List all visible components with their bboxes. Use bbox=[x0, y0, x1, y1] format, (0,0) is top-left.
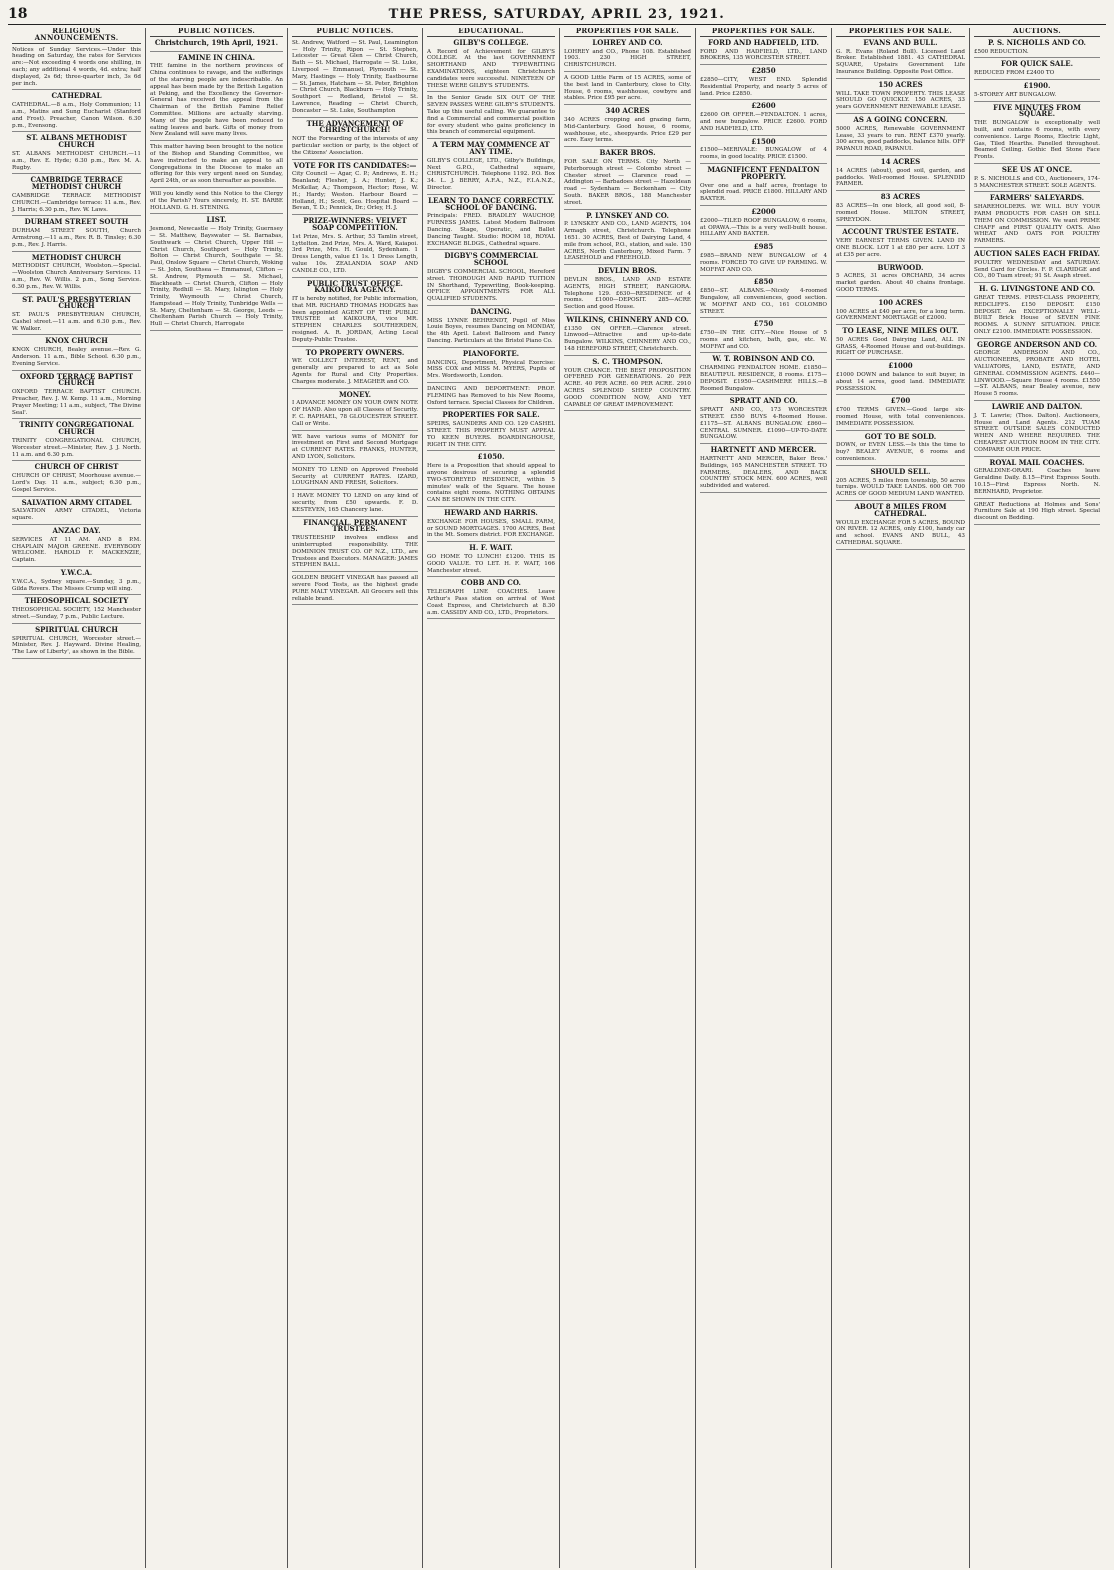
notice-block bbox=[12, 177, 141, 216]
notice-text: HARTNETT AND MERCER, Baker Bros.' Buildings, 165 MANCHESTER STREET. TO FARMERS, DEALERS, AND BACK COUNTRY STOCK MEN. 600 ACRES, well subdivided and watered. bbox=[700, 456, 827, 490]
notice-title: DURHAM STREET SOUTH bbox=[24, 217, 129, 227]
notice-title: LOHREY AND CO. bbox=[592, 37, 663, 47]
notice-block bbox=[292, 278, 418, 347]
notice-title: FARMERS' SALEYARDS. bbox=[989, 193, 1085, 203]
notice-title: KNOX CHURCH bbox=[45, 336, 108, 346]
notice-title: 340 ACRES bbox=[605, 106, 650, 116]
notice-text: CHARMING FENDALTON HOME. £1850—BEAUTIFUL RESIDENCE, 8 rooms. £175—DEPOSIT. £1950—CASHMERE HILLS.—8 Roomed Bungalow. bbox=[700, 365, 827, 392]
newspaper-title: THE PRESS, SATURDAY, APRIL 23, 1921. bbox=[388, 7, 725, 22]
notice-text: 340 ACRES cropping and grazing farm, Mid-Canterbury. Good house, 6 rooms, washhouse, etc., sheepyards. Price £29 per acre. Easy terms. bbox=[564, 116, 691, 144]
notice-block bbox=[974, 195, 1100, 248]
notice-text: SPRATT AND CO., 173 WORCESTER STREET. £550 BUYS 4-Roomed House. £1175—ST. ALBANS BUNGALOW. £860—CENTRAL SUMNER. £1090—UP-TO-DATE BUNGALOW. bbox=[700, 407, 827, 441]
notice-text: SPIRITUAL CHURCH, Worcester street.—Minister, Rev. J. Hayward. Divine Healing, 'The Law of Liberty', as shown in the Bible. bbox=[12, 635, 141, 656]
notice-block bbox=[12, 338, 141, 370]
notice-block bbox=[12, 294, 141, 336]
notice-block bbox=[974, 457, 1100, 499]
notice-title: CAMBRIDGE TERRACE METHODIST CHURCH bbox=[30, 175, 123, 192]
notice-block bbox=[427, 412, 555, 451]
notice-text: £2600 OR OFFER.—FENDALTON. 1 acres, and new bungalow. PRICE £2600. FORD AND HADFIELD, LTD. bbox=[700, 112, 827, 132]
notice-text: CATHEDRAL.—8 a.m., Holy Communion; 11 a.m., Matins and Sung Eucharist (Stanford and Frost). Preacher, Canon Wilson. 6.30 p.m., Evensong. bbox=[12, 102, 141, 129]
notice-block bbox=[974, 61, 1100, 80]
notice-title: SPRATT AND CO. bbox=[729, 396, 798, 406]
notice-block bbox=[427, 253, 555, 306]
notice-text: This matter having been brought to the notice of the Bishop and Standing Committee, we have instructed to make an appeal to all Congregations in the Diocese to make an offering for this very urgent need on Sunday, April 24th, or as soon thereafter as possible. bbox=[150, 144, 283, 185]
notice-block bbox=[974, 164, 1100, 192]
notice-text: GOLDEN BRIGHT VINEGAR has passed all severe Food Tests, as the highest grade PURE MALT VINEGAR. All Grocers sell this reliable brand. bbox=[292, 575, 418, 602]
notice-text: Y.W.C.A., Sydney square.—Sunday, 3 p.m., Gilda Rovers. The Misses Crump will sing. bbox=[12, 578, 141, 592]
notice-block bbox=[564, 75, 691, 105]
notice-block bbox=[427, 306, 555, 348]
notice-block bbox=[12, 598, 141, 623]
notice-text: MONEY TO LEND on Approved Freehold Security at CURRENT RATES. IZARD, LOUGHNAN AND FRESH, Solicitors. bbox=[292, 466, 418, 487]
column-heading: EDUCATIONAL. bbox=[427, 28, 555, 37]
notice-block bbox=[564, 37, 691, 72]
notice-title: SEE US AT ONCE. bbox=[1001, 164, 1073, 174]
notice-title: MONEY. bbox=[338, 389, 372, 399]
notice-text: 5-STOREY ART BUNGALOW. bbox=[974, 91, 1057, 98]
notice-text: THEOSOPHICAL SOCIETY, 152 Manchester street.—Sunday, 7 p.m., Public Lecture. bbox=[12, 607, 141, 620]
notice-text: FOR SALE ON TERMS. City North — Peterborough street — Colombo street — Chester street — Clarence road — Addington — Barbadoes street — Hazeldean road — Sydenham — Beckenham — City South. BAKER BROS., 188 Manchester street. bbox=[564, 158, 691, 206]
notice-block bbox=[12, 135, 141, 174]
notice-title: GEORGE ANDERSON AND CO. bbox=[976, 339, 1098, 349]
notice-block bbox=[564, 210, 691, 266]
page-number: 18 bbox=[8, 6, 28, 22]
notice-block bbox=[700, 68, 827, 100]
notice-block bbox=[12, 219, 141, 251]
notice-text: Here is a Proposition that should appeal to anyone desirous of securing a splendid TWO-STOREYED RESIDENCE, within 5 minutes' walk of the Square. The house contains eight rooms. NOTHING OBTAINS CAN BE SHOWN IN THE CITY. bbox=[427, 463, 555, 504]
notice-block bbox=[427, 142, 555, 195]
notice-block bbox=[700, 398, 827, 444]
notice-title: £2600 bbox=[751, 101, 776, 111]
notice-block bbox=[150, 191, 283, 214]
notice-title: 100 ACRES bbox=[878, 297, 923, 307]
notice-title: FOR QUICK SALE. bbox=[1000, 59, 1074, 69]
notice-title: BAKER BROS. bbox=[599, 148, 656, 158]
notice-title: 83 ACRES bbox=[880, 192, 921, 202]
notice-block bbox=[700, 244, 827, 276]
notice-block bbox=[12, 570, 141, 595]
notice-title: 150 ACRES bbox=[878, 79, 923, 89]
notice-block bbox=[150, 37, 283, 52]
notice-block bbox=[974, 102, 1100, 164]
notice-title: £1050. bbox=[477, 452, 505, 462]
notice-title: Y.W.C.A. bbox=[60, 568, 93, 577]
notice-title: TO PROPERTY OWNERS. bbox=[305, 347, 405, 357]
notice-block bbox=[564, 150, 691, 209]
notice-block bbox=[836, 297, 965, 325]
notice-block bbox=[836, 114, 966, 156]
notice-block bbox=[700, 321, 827, 353]
notice-text: A Record of Achievement for GILBY'S COLLEGE. At the last GOVERNMENT SHORTHAND AND TYPEWRITING EXAMINATIONS, eighteen Christchurch candidates were successful. NINETEEN OF THESE WERE GILBY'S STUDENTS. bbox=[427, 48, 555, 89]
column-5 bbox=[560, 28, 696, 1568]
notice-title: £1900. bbox=[1023, 80, 1051, 90]
notice-block bbox=[427, 95, 555, 139]
notice-title: W. T. ROBINSON AND CO. bbox=[712, 354, 815, 364]
column-heading: PROPERTIES FOR SALE. bbox=[836, 28, 965, 37]
notice-block bbox=[12, 464, 141, 496]
notice-text: City Council — Agar, C. P.; Andrews, E. H.; Beanland; Flesher, J. A.; Hunter, J. K.; McKellar, A.; Thompson, Hector; Rose, W. H.; Hardy; Weston. Harbour Board — Holland, H.; Scott, Geo. Hospital Board — Bevan, T. D.; Pennick, Dr.; Orley, H. J. bbox=[292, 171, 418, 212]
notice-block bbox=[150, 52, 283, 142]
notice-title: EVANS AND BULL. bbox=[863, 37, 938, 47]
notice-block bbox=[700, 447, 827, 493]
notice-block bbox=[292, 493, 418, 516]
notice-block bbox=[836, 79, 965, 114]
notice-title: SPIRITUAL CHURCH bbox=[35, 624, 118, 634]
notice-text: I ADVANCE MONEY ON YOUR OWN NOTE OF HAND. Also upon all Classes of Security. F. C. RAPHAEL, 78 GLOUCESTER STREET. Call or Write. bbox=[292, 400, 418, 427]
notice-title: PUBLIC TRUST OFFICE. KAIKOURA AGENCY. bbox=[307, 278, 403, 295]
notice-block bbox=[12, 252, 141, 294]
notice-block bbox=[700, 136, 827, 164]
notice-text: OXFORD TERRACE BAPTIST CHURCH. Preacher, Rev. J. W. Kemp. 11 a.m., Morning Prayer Meeting; 11 a.m., subject, 'The Divine Seal'. bbox=[12, 389, 141, 416]
notice-block bbox=[12, 528, 141, 567]
notice-title: ST. PAUL'S PRESBYTERIAN CHURCH bbox=[22, 294, 131, 311]
notice-title: ROYAL MAIL COACHES. bbox=[989, 457, 1085, 467]
notice-text: SHAREHOLDERS. WE WILL BUY YOUR FARM PRODUCTS FOR CASH OR SELL THEM ON COMMISSION. We want PRIME CHAFF and FIRST QUALITY OATS. Also WHEAT AND OATS FOR POULTRY FARMERS. bbox=[974, 204, 1100, 245]
notice-title: AS A GOING CONCERN. bbox=[853, 114, 948, 124]
notice-text: THE famine in the northern provinces of China continues to ravage, and the sufferings of the starving people are indescribable. An appeal has been made by the British Legation at Peking, and the Excellency the Governor-General has received the appeal from the Chairman of the British Famine Relief Committee. Millions are actually starving. Many of the people have been reduced to eating leaves and bark. Gifts of money from New Zealand will save many lives. bbox=[150, 63, 283, 138]
notice-title: WILKINS, CHINNERY AND CO. bbox=[566, 314, 689, 324]
notice-block bbox=[12, 497, 141, 525]
notice-text: TRUSTEESHIP involves endless and uninterrupted responsibility. THE DOMINION TRUST CO. OF N.Z., LTD., are Trustees and Executors. MANAGER: JAMES STEPHEN BALL. bbox=[292, 535, 418, 569]
notice-block bbox=[292, 160, 418, 216]
notice-block bbox=[292, 467, 418, 490]
notice-text: Notices of Sunday Services.—Under this heading on Saturday, the rates for Services are:—Not exceeding 4 words one shilling, in each; any additional 4 words, 4d. extra; half displayed, 2s 6d; three-quarter inch, 3s 6d per inch. bbox=[12, 46, 141, 87]
notice-block bbox=[564, 356, 691, 412]
notice-title: OXFORD TERRACE BAPTIST CHURCH bbox=[19, 371, 134, 388]
notice-text: £700 TERMS GIVEN.—Good large six-roomed House, with total conveniences. IMMEDIATE POSSESSION. bbox=[836, 407, 965, 427]
notice-text: 205 ACRES, 5 miles from township, 50 acres turnips. WOULD TAKE LANDS. 600 OR 700 ACRES OF GOOD MEDIUM LAND WANTED. bbox=[836, 477, 965, 498]
notice-block bbox=[427, 386, 555, 409]
notice-block bbox=[427, 580, 555, 619]
notice-block bbox=[836, 194, 965, 226]
notice-text: 5000 ACRES, Renewable GOVERNMENT Lease, 33 years to run. RENT £370 yearly. 300 acres, good paddocks, balance hills. OFF PAPANUI ROAD, PAPANUI. bbox=[836, 125, 966, 153]
column-heading: PROPERTIES FOR SALE. bbox=[564, 28, 691, 37]
notice-title: THEOSOPHICAL SOCIETY bbox=[24, 596, 129, 606]
notice-text: CAMBRIDGE TERRACE METHODIST CHURCH.—Cambridge terrace: 11 a.m., Rev. J. Harris; 6.30 p.m., Rev. W. Laws. bbox=[12, 192, 141, 213]
column-heading: PROPERTIES FOR SALE. bbox=[700, 28, 827, 37]
notice-title: £985 bbox=[753, 242, 774, 252]
notice-title: FORD AND HADFIELD, LTD. bbox=[708, 37, 819, 47]
notice-block bbox=[836, 229, 965, 261]
notice-title: £750 bbox=[753, 319, 774, 329]
notice-text: £985—BRAND NEW BUNGALOW of 4 rooms. FORCED TO GIVE UP FARMING. W. MOFFAT AND CO. bbox=[700, 252, 827, 273]
notice-title: A TERM MAY COMMENCE AT ANY TIME. bbox=[432, 140, 550, 156]
column-2 bbox=[146, 28, 288, 1568]
notice-text: LOHREY and CO., Phone 108. Established 1903. 230 HIGH STREET, CHRISTCHURCH. bbox=[564, 48, 691, 69]
notice-block bbox=[12, 422, 141, 461]
notice-text: In the Senior Grade SIX OUT OF THE SEVEN PASSES WERE GILBY'S STUDENTS. Take up this useful calling. We guarantee to find a Commercial and commercial position for every student who gains proficiency in this branch of commercial equipment. bbox=[427, 95, 555, 136]
notice-block bbox=[836, 466, 965, 501]
notice-block bbox=[836, 398, 965, 430]
column-heading: AUCTIONS. bbox=[974, 28, 1100, 37]
notice-title: PROPERTIES FOR SALE. bbox=[442, 410, 540, 420]
notice-block bbox=[974, 502, 1100, 525]
notice-text: GILBY'S COLLEGE, LTD., Gilby's Buildings, Next G.P.O., Cathedral square, CHRISTCHURCH. Telephone 1192. P.O. Box 34. L. J. BERRY, A.F.A., N.Z., F.I.A.N.Z., Director. bbox=[427, 157, 555, 191]
notice-block bbox=[427, 454, 555, 507]
notice-text: 83 ACRES—In one block, all good soil, 8-roomed House. MILTON STREET, SPREYDON. bbox=[836, 202, 965, 223]
notice-text: SPEIRS, SAUNDERS AND CO. 129 CASHEL STREET. THIS PROPERTY MUST APPEAL TO KEEN BUYERS. BOARDINGHOUSE, RIGHT IN THE CITY. bbox=[427, 421, 555, 448]
notice-text: DURHAM STREET SOUTH, Church Armstrong.—11 a.m., Rev. R. B. Tinsley; 6.30 p.m., Rev. J. Harris. bbox=[12, 228, 141, 248]
notice-text: 1st Prize, Mrs. S. Arthur, 53 Tamlin street, Lyttelton. 2nd Prize, Mrs. A. Ward, Kaiapoi. 3rd Prize, Mrs. H. Gould, Sydenham. 1 Dress Length, value £1 1s. 1 Dress Length, value 10s. ZEALANDIA SOAP AND CANDLE CO., LTD. bbox=[292, 233, 418, 274]
notice-title: TO LEASE, NINE MILES OUT. bbox=[842, 326, 959, 336]
notice-title: VOTE FOR ITS CANDIDATES:— bbox=[293, 160, 417, 170]
notice-title: PRIZE-WINNERS: VELVET SOAP COMPETITION. bbox=[303, 216, 407, 232]
notice-text: GREAT Reductions at Holmes and Sons' Furniture Sale at 190 High street. Special discount on Bedding. bbox=[974, 501, 1100, 522]
column-1 bbox=[8, 28, 146, 1568]
notice-title: GILBY'S COLLEGE. bbox=[453, 37, 529, 47]
notice-block bbox=[700, 206, 827, 241]
notice-text: TRINITY CONGREGATIONAL CHURCH, Worcester street.—Minister, Rev. J. J. North. 11 a.m. and 6.30 p.m. bbox=[12, 438, 141, 458]
notice-text: VERY EARNEST TERMS GIVEN. LAND IN ONE BLOCK. LOT 1 at £80 per acre. LOT 3 at £35 per acre. bbox=[836, 238, 965, 258]
notice-title: H. F. WAIT. bbox=[469, 543, 513, 553]
masthead bbox=[8, 6, 1106, 25]
notice-block bbox=[700, 164, 827, 206]
notice-block bbox=[427, 195, 555, 251]
notice-block bbox=[292, 575, 418, 605]
notice-block bbox=[836, 156, 965, 191]
notice-text: I HAVE MONEY TO LEND on any kind of security, from £50 upwards. F. D. KESTEVEN, 165 Chancery lane. bbox=[292, 493, 418, 513]
notice-text: REDUCED FROM £2400 TO bbox=[974, 70, 1055, 77]
notice-block bbox=[292, 118, 418, 160]
notice-text: WOULD EXCHANGE FOR 5 ACRES, BOUND ON RIVER. 12 ACRES, only £100, handy car and school. EVANS AND BULL, 43 CATHEDRAL SQUARE. bbox=[836, 519, 965, 547]
notice-block bbox=[700, 37, 827, 65]
notice-text: Principals: FRED. BRADLEY WAUCHOP, FURNESS JAMES. Latest Modern Ballroom Dancing. Stage, Operatic, and Ballet Dancing Taught. Studio: ROOM 18, ROYAL EXCHANGE BLDGS., Cathedral square. bbox=[427, 213, 555, 247]
notice-text: DOWN, or EVEN LESS.—Is this the time to buy? BEALEY AVENUE, 6 rooms and conveniences. bbox=[836, 442, 965, 463]
notice-block bbox=[974, 37, 1100, 59]
notice-text: EXCHANGE FOR HOUSES, SMALL FARM, or SOUND MORTGAGES. 1700 ACRES, Best in the Mt. Somers district. FOR EXCHANGE. bbox=[427, 518, 555, 539]
notice-text: Jesmond, Newcastle — Holy Trinity, Guernsey — St. Matthew, Bayswater — St. Barnabas, Southwark — Christ Church, Upper Hill — Christ Church, Southport — Holy Trinity, Bolton — Christ Church, Southgate — St. Paul, Onslow Square — Christ Church, Woking — St. John, Southsea — Emmanuel, Clifton — St. Andrew, Plymouth — St. Michael, Blackheath — Christ Church, Clifton — Holy Trinity, Redhill — St. Mary, Islington — Holy Trinity, Weymouth — Christ Church, Hampstead — Holy Trinity, Tunbridge Wells — St. Mary, Cheltenham — St. George, Leeds — Cheltenham Parish Church — Holy Trinity, Hull — Christ Church, Harrogate bbox=[150, 226, 283, 328]
column-heading: PUBLIC NOTICES. bbox=[292, 28, 418, 37]
notice-title: 14 ACRES bbox=[880, 156, 921, 166]
notice-title: DANCING. bbox=[470, 306, 512, 316]
notice-title: LIST. bbox=[206, 215, 227, 225]
notice-text: 14 ACRES (about), good soil, garden, and paddocks. Well-roomed House. SPLENDID FARMER. bbox=[836, 167, 965, 188]
notice-text: £500 REDUCTION. bbox=[974, 48, 1029, 55]
notice-block bbox=[427, 510, 555, 542]
column-heading: RELIGIOUS ANNOUNCEMENTS. bbox=[12, 28, 141, 44]
notice-text: THE BUNGALOW is exceptionally well built, and contains 6 rooms, with every convenience. Large Rooms, Electric Light, Gas, Tiled Hearths. Panelled throughout. Beamed Ceiling. Gothic Bed Stone Face Fronts. bbox=[974, 120, 1100, 161]
notice-block bbox=[427, 348, 555, 383]
notice-block bbox=[564, 268, 691, 314]
notice-block bbox=[564, 108, 691, 147]
notice-text: NOT the Forwarding of the interests of any particular section or party, is the object of the Citizens' Association. bbox=[292, 136, 418, 156]
notice-title: £2850 bbox=[751, 66, 776, 76]
notice-title: DEVLIN BROS. bbox=[598, 266, 657, 276]
notice-block bbox=[836, 431, 965, 466]
notice-title: £2000 bbox=[751, 206, 776, 216]
notice-title: DIGBY'S COMMERCIAL SCHOOL bbox=[444, 251, 538, 268]
notice-text: A GOOD Little Farm of 15 ACRES, some of the best land in Canterbury, close to City. House, 6 rooms, washhouse, cowbyre and stables. Price £95 per acre. bbox=[564, 74, 691, 102]
notice-title: SALVATION ARMY CITADEL bbox=[21, 497, 132, 507]
notice-text: DEVLIN BROS., LAND AND ESTATE AGENTS, HIGH STREET, RANGIORA. Telephone 129. £630—RESIDENCE of 4 rooms. £1000—DEPOSIT. 285—ACRE Section and good House. bbox=[564, 276, 691, 311]
column-6 bbox=[696, 28, 832, 1568]
notice-title: COBB AND CO. bbox=[461, 578, 521, 588]
notice-text: £750—IN THE CITY.—Nice House of 5 rooms and kitchen, bath, gas, etc. W. MOFFAT and CO. bbox=[700, 330, 827, 350]
notice-text: 5 ACRES, 31 acres ORCHARD, 34 acres market garden. About 40 chains frontage. GOOD TERMS. bbox=[836, 273, 965, 293]
notice-text: Over one and a half acres, frontage to splendid road. PRICE £1800. HILLARY AND BAXTER. bbox=[700, 182, 827, 203]
column-7 bbox=[832, 28, 970, 1568]
notice-block bbox=[292, 389, 418, 431]
notice-title: AUCTION SALES EACH FRIDAY. bbox=[974, 248, 1100, 258]
notice-text: IT is hereby notified, for Public information, that MR. RICHARD THOMAS HODGES has been appointed AGENT OF THE PUBLIC TRUSTEE at KAIKOURA, vice MR. STEPHEN CHARLES SOUTHERDEN, resigned. A. R. JORDAN, Acting Local Deputy-Public Trustee. bbox=[292, 296, 418, 343]
notice-title: FINANCIAL. PERMANENT TRUSTEES. bbox=[303, 517, 407, 534]
notice-block bbox=[836, 504, 965, 550]
notice-block bbox=[974, 248, 1100, 283]
notice-title: £700 bbox=[890, 396, 911, 406]
notice-text: GERALDINE-ORARI. Coaches leave Geraldine Daily. 8.15—First Express South. 10.15—First Express North. N. BERNHARD, Proprietor. bbox=[974, 468, 1100, 495]
notice-title: ABOUT 8 MILES FROM CATHEDRAL. bbox=[854, 502, 947, 518]
column-3 bbox=[288, 28, 423, 1568]
notice-title: ST. ALBANS METHODIST CHURCH bbox=[26, 133, 127, 150]
notice-text: SALVATION ARMY CITADEL, Victoria square. bbox=[12, 508, 141, 522]
notice-title: SHOULD SELL. bbox=[870, 466, 931, 476]
notice-title: PIANOFORTE. bbox=[462, 348, 520, 358]
column-4 bbox=[423, 28, 560, 1568]
notice-block bbox=[700, 356, 827, 395]
notice-block bbox=[292, 434, 418, 464]
notice-block bbox=[292, 40, 418, 118]
notice-title: Christchurch, 19th April, 1921. bbox=[154, 37, 279, 47]
notice-text: WILL TAKE TOWN PROPERTY. THIS LEASE SHOULD GO QUICKLY. 150 ACRES, 33 years GOVERNMENT RENEWABLE LEASE. bbox=[836, 90, 965, 111]
notice-text: POULTRY WEDNESDAY and SATURDAY. Send Card for Circles. F. P. CLARIDGE and CO., 80 Tuam street; 91 St. Asaph street. bbox=[974, 259, 1100, 280]
notice-text: TELEGRAPH LINE COACHES. Leave Arthur's Pass station on arrival of West Coast Express, and Christchurch at 8.30 a.m. CASSIDY AND CO., LTD., Proprietors. bbox=[427, 589, 555, 616]
notice-title: TRINITY CONGREGATIONAL CHURCH bbox=[19, 420, 134, 437]
notice-text: DIGBY'S COMMERCIAL SCHOOL, Hereford street. THOROUGH AND RAPID TUITION IN Shorthand, Typewriting, Book-keeping. OFFICE APPOINTMENTS FOR ALL QUALIFIED STUDENTS. bbox=[427, 268, 555, 303]
notice-block bbox=[836, 37, 965, 79]
notice-title: £1500 bbox=[751, 136, 776, 146]
notice-title: ACCOUNT TRUSTEE ESTATE. bbox=[842, 227, 959, 237]
notice-block bbox=[974, 286, 1100, 339]
notice-block bbox=[12, 47, 141, 91]
notice-text: £850—ST. ALBANS.—Nicely 4-roomed Bungalow, all conveniences, good section. W. MOFFAT AND CO., 161 COLOMBO STREET. bbox=[700, 288, 827, 315]
notice-block bbox=[974, 339, 1100, 401]
notice-block bbox=[150, 144, 283, 188]
notice-block bbox=[836, 328, 965, 360]
notice-title: FIVE MINUTES FROM SQUARE. bbox=[993, 102, 1081, 119]
notice-text: GEORGE ANDERSON AND CO., AUCTIONEERS, PROBATE AND HOTEL VALUATORS, LAND, ESTATE, AND GENERAL COMMISSION AGENTS. £440—LINWOOD.—Square House 4 rooms. £1550—ST. ALBANS, near Bealey avenue, new House 5 rooms. bbox=[974, 350, 1100, 398]
notice-title: BURWOOD. bbox=[877, 262, 924, 272]
notice-block bbox=[700, 279, 827, 318]
notice-text: P. LYNSKEY AND CO., LAND AGENTS, 104 Armagh street, Christchurch. Telephone 1651. 30 ACRES, Best of Dairying Land, 4 mile from school, P.O., station, and sale. 150 ACRES, North Canterbury, Mixed Farm. 7 LEASEHOLD and FREEHOLD. bbox=[564, 221, 691, 262]
notice-text: GREAT TERMS. FIRST-CLASS PROPERTY, REDCLIFFS. £150 DEPOSIT. £150 DEPOSIT. An EXCEPTIONALLY WELL-BUILT Brick House of SEVEN FINE ROOMS. A SUNNY SITUATION. PRICE ONLY £2100. IMMEDIATE POSSESSION. bbox=[974, 294, 1100, 335]
notice-title: £850 bbox=[753, 277, 774, 287]
notice-block bbox=[292, 218, 418, 277]
notice-text: METHODIST CHURCH, Woolston.—Special.—Woolston Church Anniversary Services. 11 a.m., Rev. W. Willis. 2 p.m., Song Service. 6.30 p.m., Rev. W. Willis. bbox=[12, 263, 141, 290]
notice-text: J. T. Lawrie; (Thos. Dalton). Auctioneers, House and Land Agents. 212 TUAM STREET. OUTSIDE SALES CONDUCTED WHEN AND WHERE REQUIRED. THE CHEAPEST AUCTION ROOM IN THE CITY. COMPARE OUR PRICE. bbox=[974, 412, 1100, 453]
notice-text: £1000 DOWN and balance to suit buyer, in about 14 acres, good land. IMMEDIATE POSSESSION. bbox=[836, 372, 965, 392]
notice-text: G. R. Evans (Roland Bull). Licensed Land Broker. Established 1881. 43 CATHEDRAL SQUARE, Upstairs Government Life Insurance Building. Opposite Post Office. bbox=[836, 48, 965, 75]
notice-text: 50 ACRES Good Dairying Land, ALL IN GRASS, 4-Roomed House and out-buildings. RIGHT OF PURCHASE. bbox=[836, 336, 965, 357]
notice-title: CHURCH OF CHRIST bbox=[34, 462, 119, 472]
notice-block bbox=[700, 103, 827, 135]
notice-title: GOT TO BE SOLD. bbox=[864, 431, 937, 441]
notice-block bbox=[12, 93, 141, 132]
notice-block bbox=[564, 314, 691, 356]
notice-text: YOUR CHANCE. THE BEST PROPOSITION OFFERED FOR GENERATIONS. 20 PER ACRE. 40 PER ACRE. 60 PER ACRE. 2910 ACRES SPLENDID SHEEP COUNTRY. GOOD CONDITION NOW, AND YET CAPABLE OF GREAT IMPROVEMENT. bbox=[564, 367, 691, 408]
notice-text: MISS LYNNE BEHRENDT, Pupil of Miss Louie Boyes, resumes Dancing on MONDAY, the 4th April. Latest Ballroom and Fancy Dancing. Particulars at the Bristol Piano Co. bbox=[427, 317, 555, 345]
notice-text: KNOX CHURCH, Bealey avenue.—Rev. G. Anderson. 11 a.m., Bible School. 6.30 p.m., Evening Service. bbox=[12, 347, 141, 367]
notice-text: 100 ACRES at £40 per acre, for a long term. GOVERNMENT MORTGAGE of £2000. bbox=[836, 308, 965, 322]
notice-text: £2000—TILED ROOF BUNGALOW, 6 rooms, at OPAWA.—This is a very well-built house. HILLARY AND BAXTER. bbox=[700, 217, 827, 238]
notice-text: CHURCH OF CHRIST, Moorhouse avenue.—Lord's Day. 11 a.m., subject; 6.30 p.m., Gospel Service. bbox=[12, 473, 141, 493]
notice-text: DANCING AND DEPORTMENT: PROF. FLEMING has Removed to his New Rooms, Oxford terrace. Special Classes for Children. bbox=[427, 386, 555, 406]
notice-text: £1350 ON OFFER.—Clarence street. Linwood—Attractive and up-to-date Bungalow. WILKINS, CHINNERY AND CO., 148 HEREFORD STREET, Christchurch. bbox=[564, 325, 691, 353]
notice-title: P. LYNSKEY AND CO. bbox=[586, 210, 669, 220]
notice-block bbox=[836, 262, 965, 297]
notice-text: GO HOME TO LUNCH! £1200. THIS IS GOOD VALUE. TO LET. H. F. WAIT, 166 Manchester street. bbox=[427, 554, 555, 574]
notice-title: MAGNIFICENT FENDALTON PROPERTY. bbox=[707, 164, 820, 181]
notice-text: £1500—MERIVALE: BUNGALOW of 4 rooms, in good locality. PRICE £1500. bbox=[700, 147, 827, 161]
notice-title: METHODIST CHURCH bbox=[31, 252, 122, 262]
notice-title: CATHEDRAL bbox=[51, 91, 102, 101]
notice-title: FAMINE IN CHINA. bbox=[177, 52, 256, 62]
notice-title: H. G. LIVINGSTONE AND CO. bbox=[979, 284, 1095, 294]
notice-title: £1000 bbox=[888, 361, 913, 371]
notice-title: P. S. NICHOLLS AND CO. bbox=[988, 37, 1086, 47]
notice-text: ST. PAUL'S PRESBYTERIAN CHURCH, Cashel street.—11 a.m. and 6.30 p.m., Rev. W. Walker. bbox=[12, 312, 141, 332]
notice-title: THE ADVANCEMENT OF CHRISTCHURCH! bbox=[306, 118, 404, 135]
notice-block bbox=[974, 80, 1100, 102]
column-8 bbox=[970, 28, 1104, 1568]
notice-title: LEARN TO DANCE CORRECTLY. SCHOOL OF DANCING. bbox=[428, 195, 554, 212]
notice-title: HEWARD AND HARRIS. bbox=[444, 508, 538, 518]
notice-text: SERVICES AT 11 AM. AND 8 P.M. CHAPLAIN MAJOR GREENE. EVERYBODY WELCOME. HAROLD F. MACKENZIE, Captain. bbox=[12, 536, 141, 564]
notice-text: £2850—CITY, WEST END. Splendid Residential Property, and nearly 5 acres of land. Price £2850. bbox=[700, 76, 827, 97]
notice-block bbox=[836, 363, 965, 395]
notice-title: ANZAC DAY. bbox=[52, 526, 101, 536]
notice-block bbox=[292, 517, 418, 573]
notice-text: WE COLLECT INTEREST, RENT, and generally are prepared to act as Sole Agents for Rural and City Properties. Charges moderate. J. MEAGHER and CO. bbox=[292, 358, 418, 385]
notice-text: FORD AND HADFIELD, LTD., LAND BROKERS, 135 WORCESTER STREET. bbox=[700, 48, 827, 62]
columns-container bbox=[8, 28, 1106, 1568]
notice-block bbox=[974, 404, 1100, 457]
notice-title: HARTNETT AND MERCER. bbox=[710, 445, 817, 455]
notice-text: DANCING, Deportment, Physical Exercise: MISS COX and MISS M. MYERS, Pupils of Mrs. Wordsworth, London. bbox=[427, 359, 555, 380]
notice-block bbox=[427, 545, 555, 577]
column-heading: PUBLIC NOTICES. bbox=[150, 28, 283, 37]
notice-block bbox=[12, 371, 141, 420]
notice-title: S. C. THOMPSON. bbox=[592, 356, 663, 366]
notice-block bbox=[427, 37, 555, 93]
notice-block bbox=[292, 347, 418, 389]
notice-block bbox=[12, 624, 141, 659]
notice-block bbox=[150, 217, 283, 331]
notice-text: P. S. NICHOLLS and CO., Auctioneers, 174-5 MANCHESTER STREET. SOLE AGENTS. bbox=[974, 175, 1100, 189]
notice-text: St. Andrew, Watford — St. Paul, Leamington — Holy Trinity, Ripon — St. Stephen, Leicester — Great Glen — Christ Church, Bath — St. Michael, Harrogate — St. Luke, Liverpool — Emmanuel, Plymouth — St. Mary, Hastings — Holy Trinity, Eastbourne — St. James, Hatcham — St. Peter, Brighton — Christ Church, Blackburn — Holy Trinity, Southport — Redland, Bristol — St. Lawrence, Reading — Christ Church, Doncaster — St. Luke, Southampton bbox=[292, 39, 418, 114]
notice-text: ST. ALBANS METHODIST CHURCH.—11 a.m., Rev. E. Hyde; 6.30 p.m., Rev. M. A. Rugby. bbox=[12, 150, 141, 171]
notice-text: Will you kindly send this Notice to the Clergy of the Parish? Yours sincerely, H. ST. BARBE HOLLAND. G. H. STENING. bbox=[150, 190, 283, 211]
notice-title: LAWRIE AND DALTON. bbox=[991, 402, 1083, 412]
notice-text: WE have various sums of MONEY for investment on First and Second Mortgage at CURRENT RATES. FRANKS, HUNTER, AND LYON, Solicitors. bbox=[292, 433, 418, 461]
